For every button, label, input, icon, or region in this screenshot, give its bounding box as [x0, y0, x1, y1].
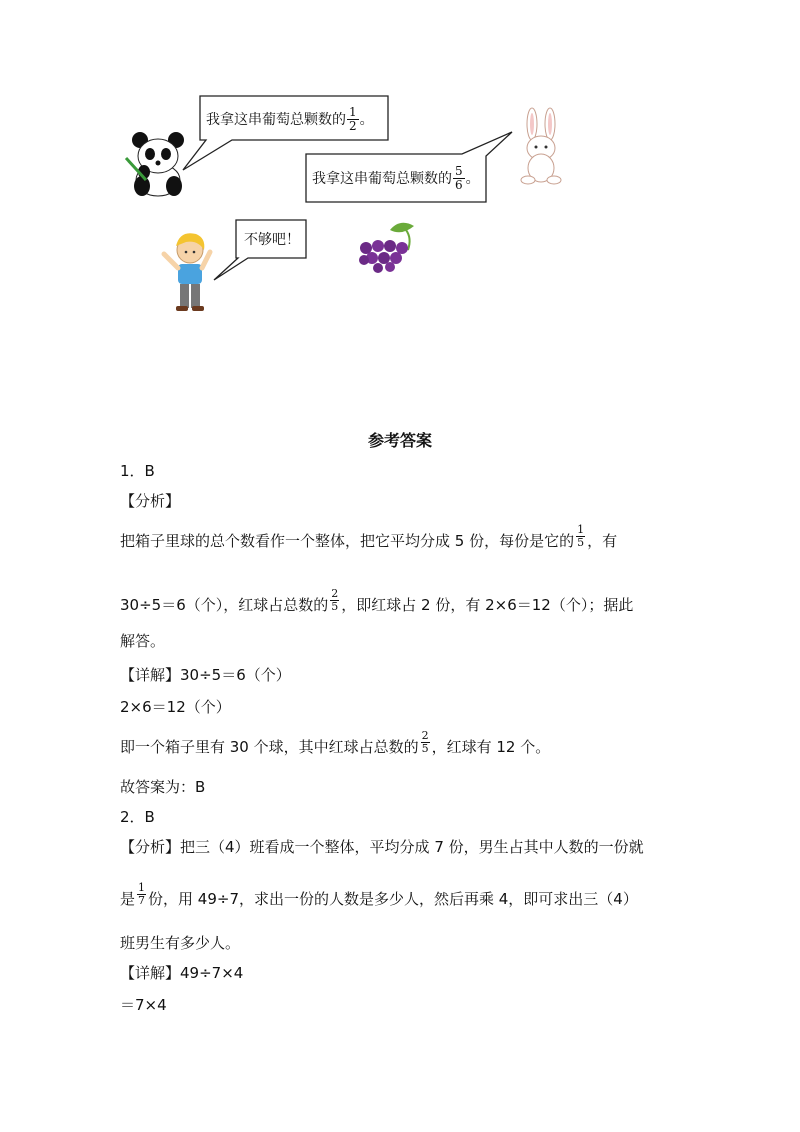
fraction-denominator: 5	[331, 600, 339, 613]
fraction-denominator: 7	[138, 894, 146, 907]
answers-title: 参考答案	[367, 431, 432, 450]
boy-icon	[164, 233, 210, 311]
q1-detail-line1: 【详解】30÷5＝6（个）	[120, 666, 291, 684]
panda-bubble-text	[206, 102, 374, 136]
text-segment: 是	[120, 890, 136, 908]
q1-conclusion: 故答案为：B	[120, 778, 206, 796]
fraction-numerator: 2	[421, 729, 429, 742]
fraction-numerator: 2	[331, 587, 339, 600]
fraction-numerator: 1	[577, 523, 585, 536]
q2-analysis-line1: 【分析】把三（4）班看成一个整体，平均分成 7 份，男生占其中人数的一份就	[120, 838, 644, 856]
rabbit-bubble-fraction	[453, 165, 465, 192]
grapes-icon	[359, 223, 414, 273]
fraction-denominator: 5	[421, 742, 429, 755]
q1-analysis-line1	[120, 523, 618, 553]
fraction	[421, 730, 430, 755]
q2-number: 2．B	[120, 808, 155, 826]
boy-bubble-label: 不够吧！	[244, 232, 300, 248]
q2-detail-line2: ＝7×4	[120, 996, 167, 1014]
text-segment: 30÷5＝6（个），红球占总数的	[120, 596, 329, 614]
fraction	[330, 588, 339, 613]
q1-detail-line3	[120, 729, 551, 759]
fraction-numerator: 1	[138, 881, 146, 894]
fraction-numerator: 5	[455, 163, 463, 178]
boy-bubble-text	[244, 226, 300, 252]
text-segment: ，即红球占 2 份，有 2×6＝12（个）；据此	[341, 596, 634, 614]
fraction-numerator: 1	[349, 104, 357, 119]
text-segment: 即一个箱子里有 30 个球，其中红球占总数的	[120, 738, 419, 756]
fraction-denominator: 6	[455, 177, 463, 192]
rabbit-bubble-suffix: 。	[465, 171, 480, 187]
text-segment: ，红球有 12 个。	[431, 738, 551, 756]
q2-detail-line1: 【详解】49÷7×4	[120, 964, 244, 982]
fraction	[576, 524, 585, 549]
panda-bubble-fraction	[347, 106, 359, 133]
q1-analysis-line3: 解答。	[120, 632, 166, 650]
q1-analysis-line2	[120, 587, 634, 617]
fraction-denominator: 5	[577, 536, 585, 549]
text-segment: ，有	[587, 532, 618, 550]
q2-analysis-line3: 班男生有多少人。	[120, 934, 241, 952]
fraction-denominator: 2	[349, 118, 357, 133]
rabbit-bubble-text	[312, 160, 480, 196]
text-segment: 把箱子里球的总个数看作一个整体，把它平均分成 5 份，每份是它的	[120, 532, 575, 550]
rabbit-icon	[521, 108, 561, 184]
rabbit-bubble-prefix: 我拿这串葡萄总颗数的	[312, 171, 452, 187]
q1-detail-line2: 2×6＝12（个）	[120, 698, 231, 716]
q1-number: 1．B	[120, 462, 155, 480]
q2-analysis-line2	[120, 881, 638, 911]
text-segment: 份，用 49÷7，求出一份的人数是多少人，然后再乘 4，即可求出三（4）	[148, 890, 638, 908]
q1-analysis-label: 【分析】	[120, 492, 181, 510]
panda-icon	[126, 132, 184, 196]
fraction	[137, 882, 146, 907]
panda-bubble-suffix: 。	[359, 112, 374, 128]
panda-bubble-prefix: 我拿这串葡萄总颗数的	[206, 112, 346, 128]
